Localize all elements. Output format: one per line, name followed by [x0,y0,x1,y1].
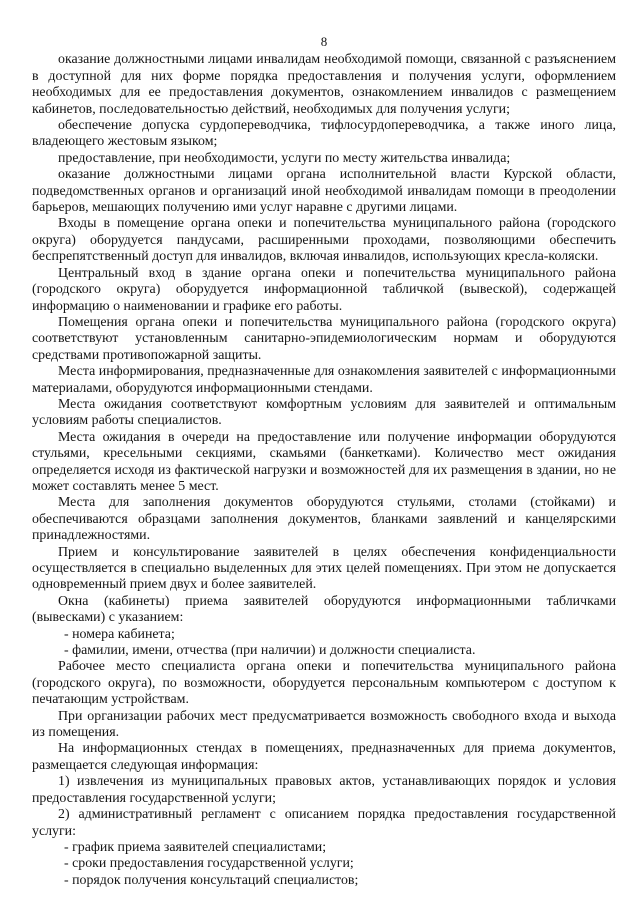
paragraph-information-places: Места информирования, предназначенные для ознакомления заявителей с информационными материалами, оборудуются информационными стендами. [32,364,616,396]
list-item-admin-regulation: 2) административный регламент с описанием порядка предоставления государственной услуги: [32,807,616,839]
page-number: 8 [320,34,328,49]
paragraph-overcoming-barriers: оказание должностными лицами органа исполнительной власти Курской области, подведомственных органов и организаций иной необходимой инвалидам помощи в преодолении барьеров, мешающих получению ими услуг наравне с другими лицами. [32,167,616,216]
paragraph-home-service: предоставление, при необходимости, услуги по месту жительства инвалида; [58,150,511,166]
list-item-specialist-name: - фамилии, имени, отчества (при наличии) и должности специалиста. [64,643,476,659]
list-item-service-terms: - сроки предоставления государственной услуги; [64,856,354,872]
paragraph-assistance-explanation: оказание должностными лицами инвалидам необходимой помощи, связанной с разъяснением в доступной для них форме порядка предоставления и получения услуги, оформлением необходимых для ее предоставления документов, ознакомлением инвалидов с размещением кабинетов, последовательностью действий, необходимых для получения услуги; [32,52,616,117]
paragraph-workplace-computer: Рабочее место специалиста органа опеки и попечительства муниципального района (городского округа), по возможности, оборудуется персональным компьютером с доступом к печатающим устройствам. [32,659,616,708]
list-item-reception-schedule: - график приема заявителей специалистами; [64,839,327,855]
paragraph-waiting-seats: Места ожидания в очереди на предоставление или получение информации оборудуются стульями, кресельными секциями, скамьями (банкетками). Количество мест ожидания определяется исходя из фактической нагрузки и возможностей для их размещения в здании, но не может составлять менее 5 мест. [32,429,616,494]
paragraph-confidential-reception: Прием и консультирование заявителей в целях обеспечения конфиденциальности осуществляется в специально выделенных для этих целей помещениях. При этом не допускается одновременный прием двух и более заявителей. [32,544,616,593]
paragraph-waiting-comfort: Места ожидания соответствуют комфортным условиям для заявителей и оптимальным условиям работы специалистов. [32,396,616,429]
paragraph-info-stands: На информационных стендах в помещениях, предназначенных для приема документов, размещается следующая информация: [32,741,616,773]
paragraph-windows-signs: Окна (кабинеты) приема заявителей оборудуются информационными табличками (вывесками) с указанием: [32,593,616,626]
paragraph-entrances-ramps: Входы в помещение органа опеки и попечительства муниципального района (городского округа) оборудуется пандусами, расширенными проходами, позволяющими обеспечить беспрепятственный доступ для инвалидов, включая инвалидов, использующих кресла-коляски. [32,216,616,265]
paragraph-sign-interpreter: обеспечение допуска сурдопереводчика, тифлосурдопереводчика, а также иного лица, владеющего жестовым языком; [32,118,616,150]
paragraph-form-filling-places: Места для заполнения документов оборудуются стульями, столами (стойками) и обеспечиваются образцами заполнения документов, бланками заявлений и канцелярскими принадлежностями. [32,495,616,544]
list-item-room-number: - номера кабинета; [64,626,175,642]
list-item-consultation-order: - порядок получения консультаций специалистов; [64,872,359,888]
paragraph-premises-norms: Помещения органа опеки и попечительства муниципального района (городского округа) соответствуют установленным санитарно-эпидемиологическим нормам и оборудуются средствами противопожарной защиты. [32,314,616,363]
paragraph-free-passage: При организации рабочих мест предусматривается возможность свободного входа и выхода из помещения. [32,708,616,741]
paragraph-central-entrance: Центральный вход в здание органа опеки и попечительства муниципального района (городского округа) оборудуется информационной табличкой (вывеской), содержащей информацию о наименовании и графике его работы. [32,265,616,314]
list-item-legal-extracts: 1) извлечения из муниципальных правовых актов, устанавливающих порядок и условия предоставления государственной услуги; [32,774,616,806]
